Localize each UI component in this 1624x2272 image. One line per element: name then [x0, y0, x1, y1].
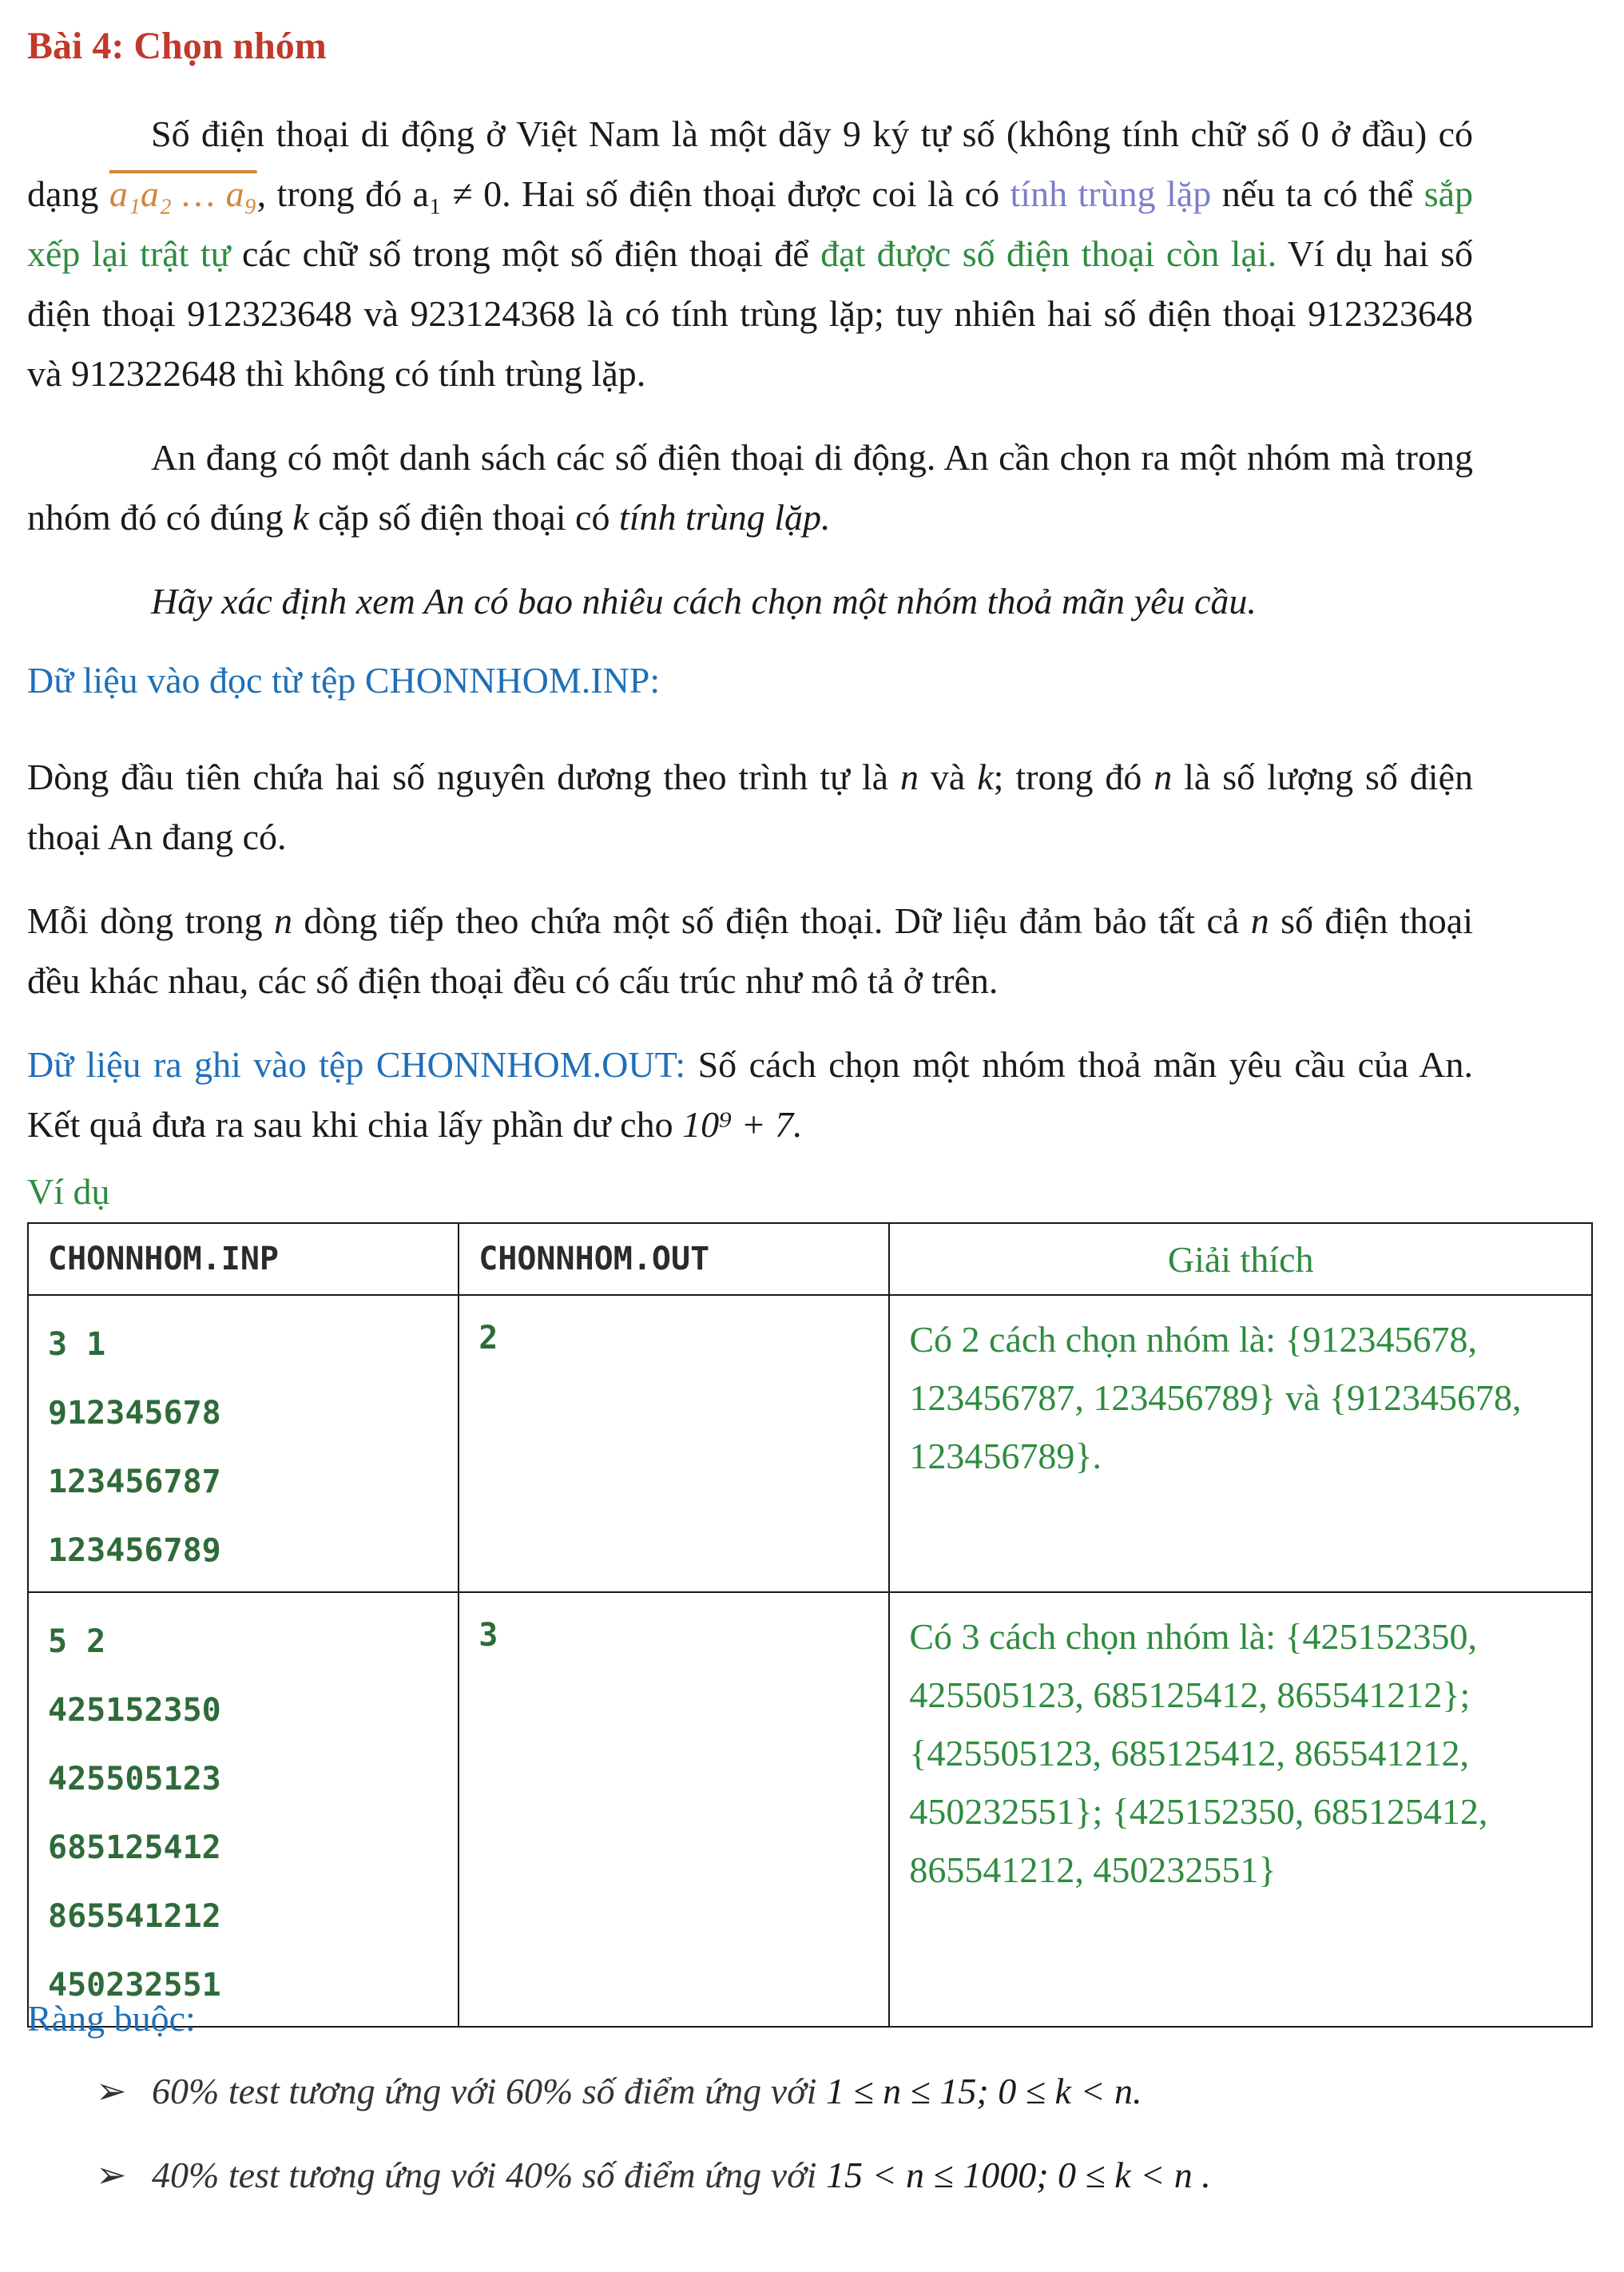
- table-row: [28, 1592, 1592, 2027]
- input-cell: 3 1 912345678 123456787 123456789: [28, 1295, 459, 1592]
- example-heading: Ví dụ: [27, 1171, 110, 1212]
- output-heading: Dữ liệu ra ghi vào tệp CHONNHOM.OUT:: [27, 1044, 686, 1085]
- term-rearrange: sắp xếp lại trật tự: [27, 173, 1474, 274]
- header-out: CHONNHOM.OUT: [459, 1223, 889, 1295]
- input-cell: 5 2 425152350 425505123 685125412 865541212 450232551: [28, 1592, 459, 2027]
- header-inp: CHONNHOM.INP: [28, 1223, 459, 1295]
- paragraph-input-lines: Mỗi dòng trong n dòng tiếp theo chứa một số điện thoại. Dữ liệu đảm bảo tất cả n số điện thoại đều khác nhau, các số điện thoại đều có cấu trúc như mô tả ở trên.: [27, 900, 1473, 1001]
- output-cell: 2: [459, 1295, 889, 1592]
- paragraph-input-line1: Dòng đầu tiên chứa hai số nguyên dương theo trình tự là n và k; trong đó n là số lượng số điện thoại An đang có.: [27, 757, 1474, 857]
- header-explanation: Giải thích: [889, 1223, 1592, 1295]
- table-row: [28, 1295, 1592, 1592]
- table-header-row: [28, 1223, 1592, 1295]
- paragraph-task: An đang có một danh sách các số điện thoại di động. An cần chọn ra một nhóm mà trong nhóm đó có đúng k cặp số điện thoại có tính trùng lặp.: [27, 437, 1473, 538]
- explanation-cell: Có 2 cách chọn nhóm là: {912345678, 123456787, 123456789} và {912345678, 123456789}.: [889, 1295, 1592, 1592]
- paragraph-definition: Số điện thoại di động ở Việt Nam là một dãy 9 ký tự số (không tính chữ số 0 ở đầu) có dạng a₁a₂ … a₉, trong đó a₁ ≠ 0. Hai số điện thoại được coi là có tính trùng lặp nếu ta có thể sắp xếp lại trật tự các chữ số trong một số điện thoại để đạt được số điện thoại còn lại. Ví dụ hai số điện thoại 912323648 và 923124368 là có tính trùng lặp; tuy nhiên hai số điện thoại 912323648 và 912322648 thì không có tính trùng lặp.: [27, 113, 1474, 394]
- example-table: [27, 1222, 1593, 2028]
- arrow-bullet-icon: ➢: [96, 2155, 127, 2195]
- paragraph-output: Dữ liệu ra ghi vào tệp CHONNHOM.OUT: Số cách chọn một nhóm thoả mãn yêu cầu của An. Kết quả đưa ra sau khi chia lấy phần dư cho 10⁹ + 7.: [27, 1044, 1474, 1145]
- input-heading: Dữ liệu vào đọc từ tệp CHONNHOM.INP:: [27, 660, 661, 701]
- constraints-heading: Ràng buộc:: [27, 1998, 196, 2039]
- constraint-item: ➢ 40% test tương ứng với 40% số điểm ứng với 15 < n ≤ 1000; 0 ≤ k < n .: [96, 2155, 1211, 2195]
- digit-sequence-notation: a₁a₂ … a₉: [109, 173, 257, 214]
- term-duplicate: tính trùng lặp: [1010, 173, 1212, 214]
- constraint-item: ➢ 60% test tương ứng với 60% số điểm ứng với 1 ≤ n ≤ 15; 0 ≤ k < n.: [96, 2071, 1142, 2111]
- output-cell: 3: [459, 1592, 889, 2027]
- problem-title: Bài 4: Chọn nhóm: [27, 25, 327, 67]
- paragraph-question: Hãy xác định xem An có bao nhiêu cách chọn một nhóm thoả mãn yêu cầu.: [151, 581, 1257, 622]
- arrow-bullet-icon: ➢: [96, 2071, 127, 2111]
- term-reach-other: đạt được số điện thoại còn lại.: [820, 233, 1277, 274]
- explanation-cell: Có 3 cách chọn nhóm là: {425152350, 425505123, 685125412, 865541212}; {425505123, 685125412, 865541212, 450232551}; {425152350, 685125412, 865541212, 450232551}: [889, 1592, 1592, 2027]
